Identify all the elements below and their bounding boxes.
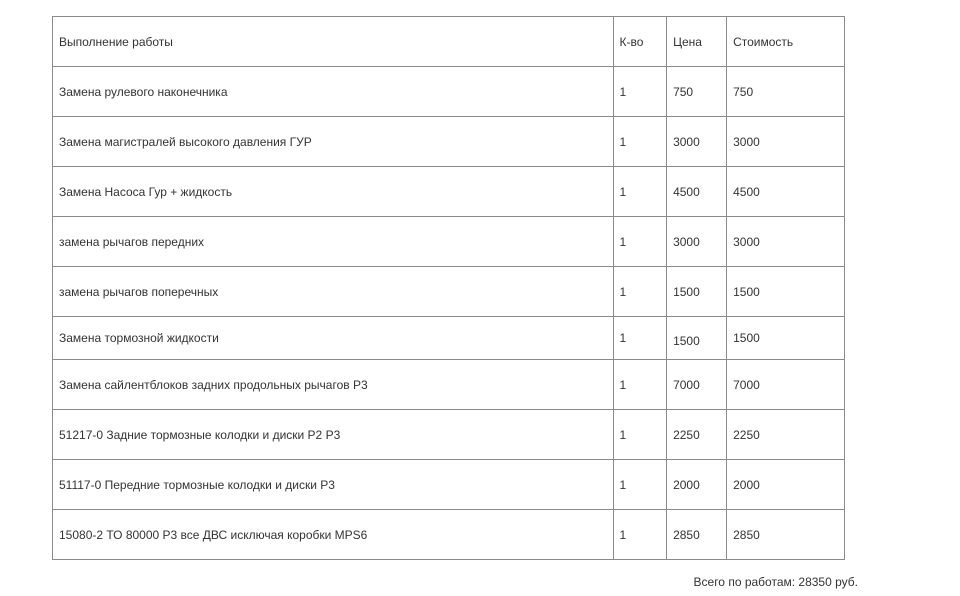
cell-price: 3000 bbox=[667, 117, 727, 167]
cell-qty: 1 bbox=[613, 117, 667, 167]
cell-price: 2250 bbox=[667, 410, 727, 460]
cell-name: 51117-0 Передние тормозные колодки и диски Р3 bbox=[53, 460, 614, 510]
header-qty: К-во bbox=[613, 17, 667, 67]
cell-qty: 1 bbox=[613, 317, 667, 360]
cell-qty: 1 bbox=[613, 510, 667, 560]
cell-name: Замена рулевого наконечника bbox=[53, 67, 614, 117]
cell-qty: 1 bbox=[613, 460, 667, 510]
header-cost: Стоимость bbox=[727, 17, 845, 67]
cell-name: 51217-0 Задние тормозные колодки и диски Р2 Р3 bbox=[53, 410, 614, 460]
cell-price: 750 bbox=[667, 67, 727, 117]
cell-price: 2850 bbox=[667, 510, 727, 560]
cell-price: 3000 bbox=[667, 217, 727, 267]
header-price: Цена bbox=[667, 17, 727, 67]
header-name: Выполнение работы bbox=[53, 17, 614, 67]
cell-name: Замена тормозной жидкости bbox=[53, 317, 614, 360]
cell-qty: 1 bbox=[613, 67, 667, 117]
total-summary: Всего по работам: 28350 руб. bbox=[693, 575, 858, 589]
cell-price: 1500 bbox=[667, 317, 727, 360]
cell-qty: 1 bbox=[613, 360, 667, 410]
cell-name: замена рычагов передних bbox=[53, 217, 614, 267]
table-row bbox=[53, 317, 845, 360]
cell-cost: 1500 bbox=[727, 267, 845, 317]
table-row bbox=[53, 217, 845, 267]
table-row bbox=[53, 460, 845, 510]
table-row bbox=[53, 267, 845, 317]
cell-qty: 1 bbox=[613, 410, 667, 460]
table-row bbox=[53, 510, 845, 560]
table-row bbox=[53, 117, 845, 167]
cell-price: 2000 bbox=[667, 460, 727, 510]
cell-name: Замена Насоса Гур + жидкость bbox=[53, 167, 614, 217]
cell-cost: 1500 bbox=[727, 317, 845, 360]
cell-cost: 2850 bbox=[727, 510, 845, 560]
cell-price: 7000 bbox=[667, 360, 727, 410]
cell-name: Замена сайлентблоков задних продольных рычагов Р3 bbox=[53, 360, 614, 410]
cell-name: 15080-2 ТО 80000 Р3 все ДВС исключая коробки MPS6 bbox=[53, 510, 614, 560]
table-row bbox=[53, 67, 845, 117]
cell-price: 1500 bbox=[667, 267, 727, 317]
cell-name: замена рычагов поперечных bbox=[53, 267, 614, 317]
cell-price: 4500 bbox=[667, 167, 727, 217]
cell-cost: 7000 bbox=[727, 360, 845, 410]
cell-cost: 3000 bbox=[727, 117, 845, 167]
cell-cost: 750 bbox=[727, 67, 845, 117]
cell-cost: 4500 bbox=[727, 167, 845, 217]
cell-name: Замена магистралей высокого давления ГУР bbox=[53, 117, 614, 167]
cell-cost: 2000 bbox=[727, 460, 845, 510]
cell-cost: 3000 bbox=[727, 217, 845, 267]
cell-qty: 1 bbox=[613, 217, 667, 267]
cell-qty: 1 bbox=[613, 267, 667, 317]
work-table bbox=[52, 16, 845, 560]
cell-qty: 1 bbox=[613, 167, 667, 217]
header-row bbox=[53, 17, 845, 67]
table-row bbox=[53, 410, 845, 460]
cell-cost: 2250 bbox=[727, 410, 845, 460]
table-row bbox=[53, 360, 845, 410]
table-row bbox=[53, 167, 845, 217]
